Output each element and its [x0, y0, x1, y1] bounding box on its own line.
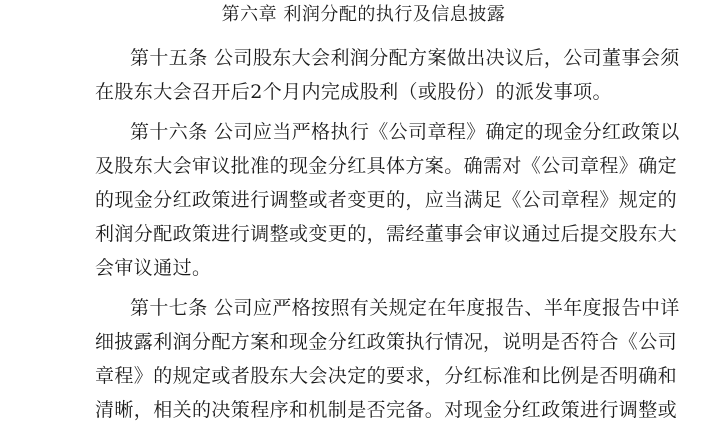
article-17-line-3: 章程》的规定或者股东大会决定的要求，分红标准和比例是否明确和 — [95, 365, 678, 387]
article-17-line-1: 第十七条 公司应严格按照有关规定在年度报告、半年度报告中详 — [130, 297, 680, 319]
article-15-line-2: 在股东大会召开后2个月内完成股利（或股份）的派发事项。 — [95, 81, 612, 103]
article-16-line-3: 的现金分红政策进行调整或者变更的，应当满足《公司章程》规定的 — [95, 189, 678, 211]
article-16-line-2: 及股东大会审议批准的现金分红具体方案。确需对《公司章程》确定 — [95, 155, 678, 177]
article-17-line-2: 细披露利润分配方案和现金分红政策执行情况，说明是否符合《公司 — [95, 331, 678, 353]
article-16-line-1: 第十六条 公司应当严格执行《公司章程》确定的现金分红政策以 — [130, 121, 680, 143]
article-16-line-5: 会审议通过。 — [95, 257, 212, 279]
article-17-line-4: 清晰，相关的决策程序和机制是否完备。对现金分红政策进行调整或 — [95, 399, 678, 421]
chapter-title: 第六章 利润分配的执行及信息披露 — [221, 4, 506, 25]
article-16-line-4: 利润分配政策进行调整或变更的，需经董事会审议通过后提交股东大 — [95, 223, 678, 245]
article-15-line-1: 第十五条 公司股东大会利润分配方案做出决议后，公司董事会须 — [130, 47, 680, 69]
